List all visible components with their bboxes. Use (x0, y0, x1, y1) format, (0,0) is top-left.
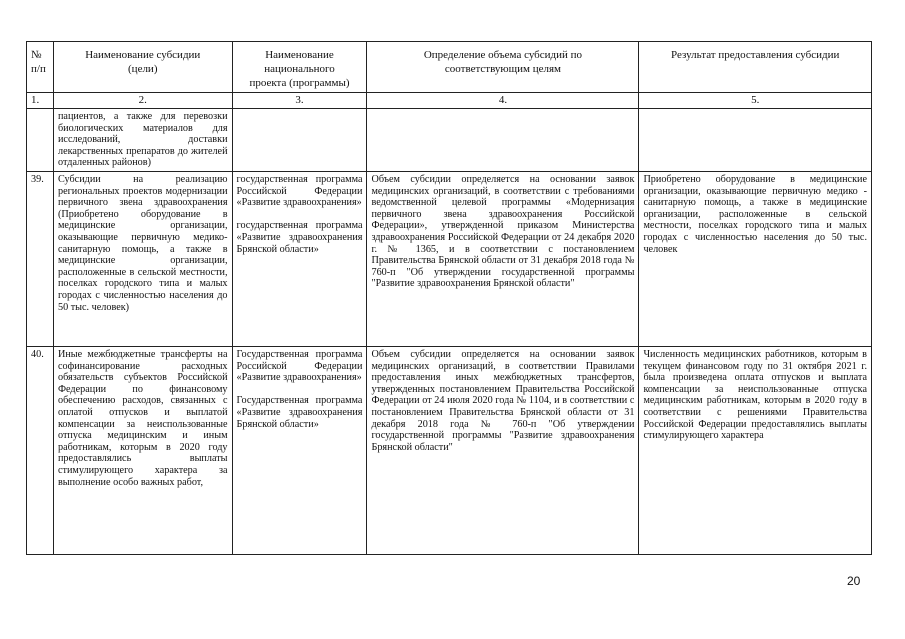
header-name: Наименование субсидии (цели) (53, 42, 232, 93)
table-row-continuation (27, 109, 872, 172)
index-cell: 2. (53, 93, 232, 109)
table-header-row (27, 42, 872, 93)
header-result: Результат предоставления субсидии (639, 42, 872, 93)
index-cell: 5. (639, 93, 872, 109)
index-cell: 3. (232, 93, 367, 109)
header-num: № п/п (27, 42, 54, 93)
definition-cell: Объем субсидии определяется на основании заявок медицинских организаций, в соответствии Правилами предоставления иных межбюджетных трансфертов, утвержденных постановлением Правительства Российской Федерации от 24 июля 2020 года № 1104, и в соответствии с постановлением Правительства Брянской области от 31 декабря 2018 года № 760-п "Об утверждении государственной программы "Развитие здравоохранения Брянской области" (367, 346, 639, 554)
program-cell: Государственная программа Российской Федерации «Развитие здравоохранения» Государственная программа «Развитие здравоохранения Брянской области» (232, 346, 367, 554)
index-cell: 4. (367, 93, 639, 109)
header-definition: Определение объема субсидий по соответствующим целям (367, 42, 639, 93)
program-cell: государственная программа Российской Федерации «Развитие здравоохранения» государственная программа «Развитие здравоохранения Брянской области» (232, 171, 367, 346)
page-number: 20 (847, 574, 861, 588)
result-cell (639, 109, 872, 172)
result-cell: Численность медицинских работников, которым в текущем финансовом году по 31 октября 2021 г. была произведена оплата отпусков и выплата компенсации за неиспользованные отпуска медицинским работникам, которым в 2020 году в соответствии с решениями Правительства Российской Федерации предоставлялись выплаты стимулирующего характера (639, 346, 872, 554)
name-cell: Иные межбюджетные трансферты на софинансирование расходных обязательств субъектов Российской Федерации по финансовому обеспечению расходов, связанных с оплатой отпусков и выплатой компенсации за неиспользованные отпуска медицинским и иным работникам, которым в 2020 году предоставлялись выплаты стимулирующего характера за выполнение особо важных работ, (53, 346, 232, 554)
num-cell (27, 109, 54, 172)
column-index-row (27, 93, 872, 109)
table-row (27, 346, 872, 554)
name-cell: пациентов, а также для перевозки биологических материалов для исследований, доставки лекарственных препаратов до жителей отдаленных районов) (53, 109, 232, 172)
header-program: Наименование национального проекта (программы) (232, 42, 367, 93)
result-cell: Приобретено оборудование в медицинские организации, оказывающие первичную медико - санитарную помощь, а также в медицинские организации, расположенные в сельской местности, поселках городского типа и малых городах с численностью населения до 50 тыс. человек (639, 171, 872, 346)
definition-cell (367, 109, 639, 172)
table-row (27, 171, 872, 346)
index-cell: 1. (27, 93, 54, 109)
definition-cell: Объем субсидии определяется на основании заявок медицинских организаций, в соответствии с требованиями ведомственной целевой программы «Модернизация первичного звена здравоохранения Российской Федерации», утвержденной приказом Министерства здравоохранения Российской Федерации от 24 декабря 2020 г. № 1365, и в соответствии с постановлением Правительства Брянской области от 31 декабря 2018 года № 760-п "Об утверждении государственной программы "Развитие здравоохранения Брянской области" (367, 171, 639, 346)
program-cell (232, 109, 367, 172)
subsidy-table (26, 41, 872, 555)
name-cell: Субсидии на реализацию региональных проектов модернизации первичного звена здравоохранения (Приобретено оборудование в медицинские организации, оказывающие первичную медико-санитарную помощь, а также в медицинские организации, расположенные в сельской местности, поселках городского типа и малых городах с численностью населения до 50 тыс. человек) (53, 171, 232, 346)
num-cell: 39. (27, 171, 54, 346)
num-cell: 40. (27, 346, 54, 554)
